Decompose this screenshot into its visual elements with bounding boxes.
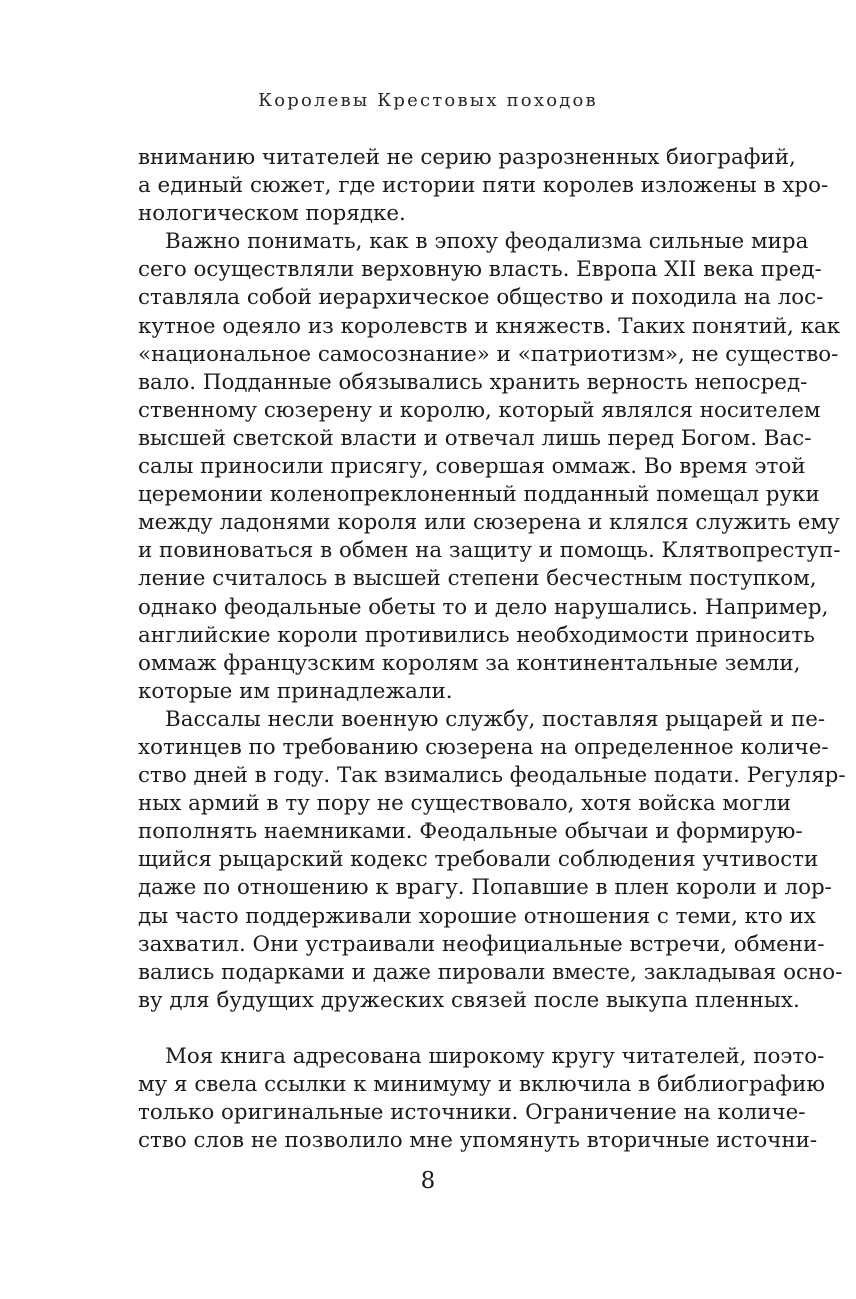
- text-line: му я свела ссылки к минимуму и включила в библиографию: [138, 1072, 826, 1098]
- text-line: ву для будущих дружеских связей после выкупа пленных.: [138, 987, 800, 1013]
- text-line: которые им принадлежали.: [138, 678, 453, 704]
- text-line: пополнять наемниками. Феодальные обычаи и формирую-: [138, 819, 803, 845]
- text-line: «национальное самосознание» и «патриотизм», не существо-: [138, 341, 839, 367]
- text-line: ление считалось в высшей степени бесчестным поступком,: [138, 566, 817, 592]
- text-line: вало. Подданные обязывались хранить верность непосред-: [138, 369, 808, 395]
- body-text: [138, 144, 846, 1155]
- paragraph-1: [138, 144, 829, 228]
- text-line: кутное одеяло из королевств и княжеств. Таких понятий, как: [138, 313, 841, 339]
- text-line: Моя книга адресована широкому кругу читателей, поэто-: [165, 1044, 825, 1069]
- text-line: салы приносили присягу, совершая оммаж. Во время этой: [138, 454, 806, 480]
- text-line: вались подарками и даже пировали вместе, закладывая осно-: [138, 959, 843, 985]
- text-line: ство дней в году. Так взимались феодальные подати. Регуляр-: [138, 763, 846, 789]
- text-line: нологическом порядке.: [138, 201, 406, 227]
- text-line: хотинцев по требованию сюзерена на определенное количе-: [138, 734, 829, 760]
- text-line: ды часто поддерживали хорошие отношения с теми, кто их: [138, 903, 816, 929]
- text-line: только оригинальные источники. Ограничение на количе-: [138, 1100, 806, 1126]
- text-line: щийся рыцарский кодекс требовали соблюдения учтивости: [138, 847, 819, 873]
- text-line: оммаж французским королям за континентальные земли,: [138, 650, 801, 676]
- section-break: [138, 1015, 764, 1043]
- text-line: захватил. Они устраивали неофициальные встречи, обмени-: [138, 931, 825, 957]
- text-line: а единый сюжет, где истории пяти королев изложены в хро-: [138, 173, 829, 199]
- page-number: 8: [420, 1168, 436, 1194]
- text-line: даже по отношению к врагу. Попавшие в плен короли и лор-: [138, 875, 832, 901]
- text-line: английские короли противились необходимости приносить: [138, 622, 815, 648]
- text-line: ставляла собой иерархическое общество и походила на лос-: [138, 285, 824, 311]
- text-line: ных армий в ту пору не существовало, хотя войска могли: [138, 791, 791, 817]
- text-line: ственному сюзерену и королю, который являлся носителем: [138, 397, 821, 423]
- text-line: Вассалы несли военную службу, поставляя рыцарей и пе-: [165, 706, 826, 732]
- text-line: сего осуществляли верховную власть. Европа XII века пред-: [138, 257, 822, 283]
- running-header: Королевы Крестовых походов: [258, 90, 598, 111]
- paragraph-2: [138, 228, 841, 706]
- text-line: высшей светской власти и отвечал лишь перед Богом. Вас-: [138, 425, 812, 451]
- text-line: и повиноваться в обмен на защиту и помощь. Клятвопреступ-: [138, 538, 841, 564]
- text-line: церемонии коленопреклоненный подданный помещал руки: [138, 482, 820, 508]
- text-line: между ладонями короля или сюзерена и клялся служить ему: [138, 510, 840, 536]
- paragraph-4: [138, 1043, 826, 1155]
- text-line: ство слов не позволило мне упомянуть вторичные источни-: [138, 1128, 818, 1154]
- text-line: Важно понимать, как в эпоху феодализма сильные мира: [165, 229, 809, 255]
- text-line: вниманию читателей не серию разрозненных биографий,: [138, 145, 796, 170]
- paragraph-3: [138, 706, 846, 1015]
- text-line: однако феодальные обеты то и дело нарушались. Например,: [138, 594, 829, 620]
